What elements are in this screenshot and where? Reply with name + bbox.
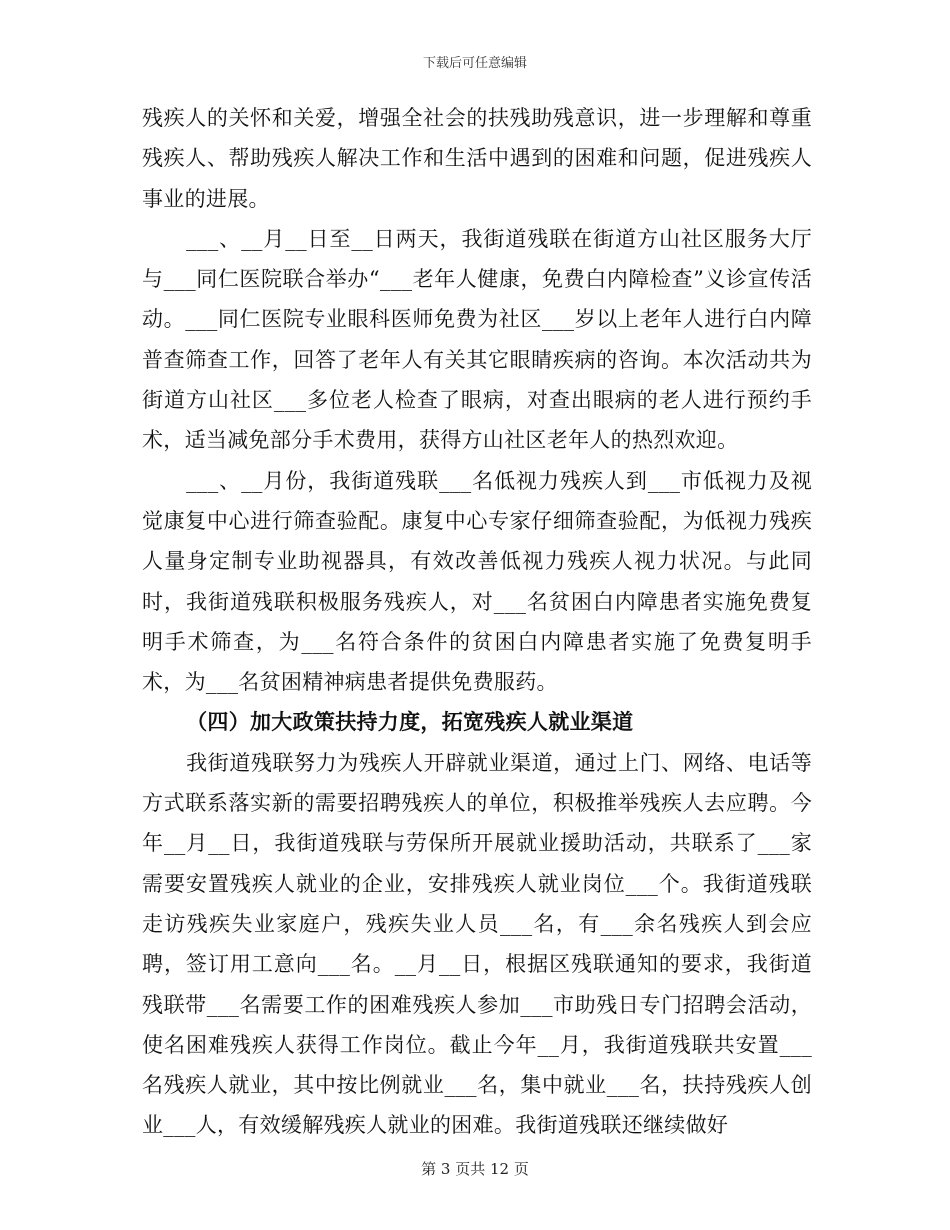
document-body: [142, 98, 812, 1146]
page-number: 第 3 页共 12 页: [421, 1160, 529, 1178]
paragraph-1: 残疾人的关怀和关爱，增强全社会的扶残助残意识，进一步理解和尊重残疾人、帮助残疾人解决工作和生活中遇到的困难和问题，促进残疾人事业的进展。: [142, 106, 812, 211]
paragraph-2: ___、__月__日至__日两天，我街道残联在街道方山社区服务大厅与___同仁医院联合举办“___老年人健康，免费白内障检查”义诊宣传活动。___同仁医院专业眼科医师免费为社区___岁以上老年人进行白内障普查筛查工作，回答了老年人有关其它眼睛疾病的咨询。本次活动共为街道方山社区___多位老人检查了眼病，对查出眼病的老人进行预约手术，适当减免部分手术费用，获得方山社区老年人的热烈欢迎。: [142, 226, 812, 453]
paragraph-3: ___、__月份，我街道残联___名低视力残疾人到___市低视力及视觉康复中心进行筛查验配。康复中心专家仔细筛查验配，为低视力残疾人量身定制专业助视器具，有效改善低视力残疾人视力状况。与此同时，我街道残联积极服务残疾人，对___名贫困白内障患者实施免费复明手术筛查，为___名符合条件的贫困白内障患者实施了免费复明手术，为___名贫困精神病患者提供免费服药。: [142, 468, 812, 695]
page-header-note: 下载后可任意编辑: [422, 56, 527, 71]
section-heading-4: （四）加大政策扶持力度，拓宽残疾人就业渠道: [186, 709, 634, 735]
paragraph-4: 我街道残联努力为残疾人开辟就业渠道，通过上门、网络、电话等方式联系落实新的需要招聘残疾人的单位，积极推举残疾人去应聘。今年__月__日，我街道残联与劳保所开展就业援助活动，共联系了___家需要安置残疾人就业的企业，安排残疾人就业岗位___个。我街道残联走访残疾失业家庭户，残疾失业人员___名，有___余名残疾人到会应聘，签订用工意向___名。__月__日，根据区残联通知的要求，我街道残联带___名需要工作的困难残疾人参加___市助残日专门招聘会活动，使名困难残疾人获得工作岗位。截止今年__月，我街道残联共安置___名残疾人就业，其中按比例就业___名，集中就业___名，扶持残疾人创业___人，有效缓解残疾人就业的困难。我街道残联还继续做好: [142, 750, 812, 1138]
